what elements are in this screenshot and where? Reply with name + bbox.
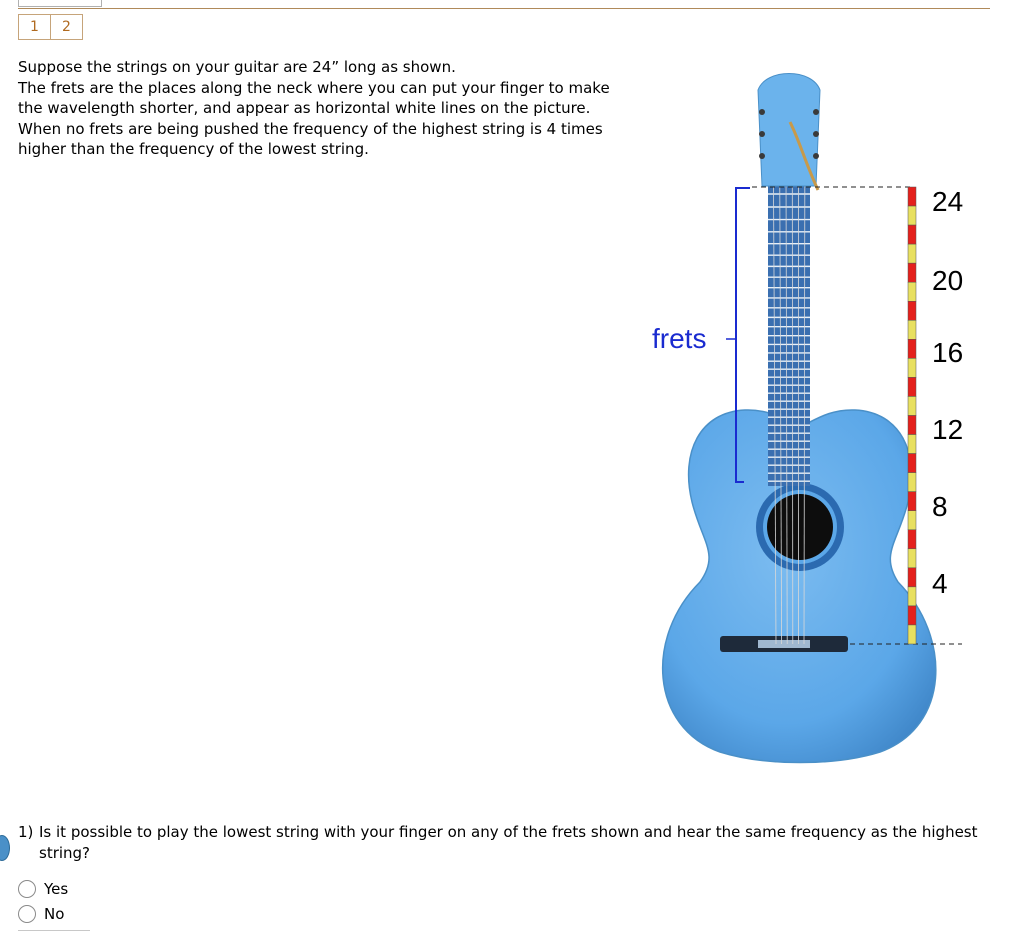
ruler-segment	[908, 225, 916, 244]
intro-line-3: When no frets are being pushed the frequency of the highest string is 4 times higher than the frequency of the lowest string.	[18, 119, 603, 158]
question-1	[18, 822, 1008, 864]
ruler-segment	[908, 206, 916, 225]
ruler-segment	[908, 263, 916, 282]
ruler-label-20: 20	[932, 265, 964, 296]
intro-line-2: The frets are the places along the neck where you can put your finger to make the wavelength shorter, and appear as horizontal white lines on the picture.	[18, 78, 610, 117]
tab-stub	[18, 0, 102, 7]
guitar-diagram	[640, 62, 980, 774]
ruler-segment	[908, 511, 916, 530]
problem-intro	[18, 57, 638, 160]
ruler-segment	[908, 377, 916, 396]
ruler-label-16: 16	[932, 337, 964, 368]
ruler-segment	[908, 492, 916, 511]
page-2-button[interactable]: 2	[50, 14, 83, 40]
ruler-segment	[908, 549, 916, 568]
ruler-segment	[908, 435, 916, 454]
ruler-segment	[908, 187, 916, 206]
ruler-segment	[908, 568, 916, 587]
top-divider	[18, 8, 990, 9]
ruler-label-12: 12	[932, 414, 964, 445]
ruler-segment	[908, 358, 916, 377]
frets-label: frets	[652, 323, 707, 354]
pager	[18, 14, 82, 40]
ruler-label-24: 24	[932, 186, 964, 217]
ruler-segment	[908, 282, 916, 301]
option-yes[interactable]	[18, 880, 68, 898]
option-yes-label: Yes	[44, 880, 69, 898]
ruler-segment	[908, 454, 916, 473]
guitar-figure	[640, 62, 980, 774]
radio-yes[interactable]	[18, 880, 36, 898]
question-text: Is it possible to play the lowest string with your finger on any of the frets shown and hear the same frequency as the highest string?	[39, 823, 978, 862]
ruler-segment	[908, 244, 916, 263]
page-1-button[interactable]: 1	[18, 14, 51, 40]
ruler-segment	[908, 473, 916, 492]
bottom-divider	[18, 930, 90, 931]
ruler	[908, 187, 916, 644]
help-bubble-icon[interactable]	[0, 835, 10, 861]
ruler-segment	[908, 416, 916, 435]
ruler-label-8: 8	[932, 491, 948, 522]
question-number: 1)	[18, 823, 34, 841]
radio-no[interactable]	[18, 905, 36, 923]
ruler-segment	[908, 301, 916, 320]
ruler-segment	[908, 530, 916, 549]
ruler-label-4: 4	[932, 568, 948, 599]
ruler-segment	[908, 339, 916, 358]
ruler-segment	[908, 625, 916, 644]
ruler-segment	[908, 320, 916, 339]
intro-line-1: Suppose the strings on your guitar are 24” long as shown.	[18, 58, 456, 76]
ruler-segment	[908, 606, 916, 625]
option-no-label: No	[44, 905, 65, 923]
ruler-segment	[908, 587, 916, 606]
option-no[interactable]	[18, 905, 64, 923]
ruler-segment	[908, 396, 916, 415]
